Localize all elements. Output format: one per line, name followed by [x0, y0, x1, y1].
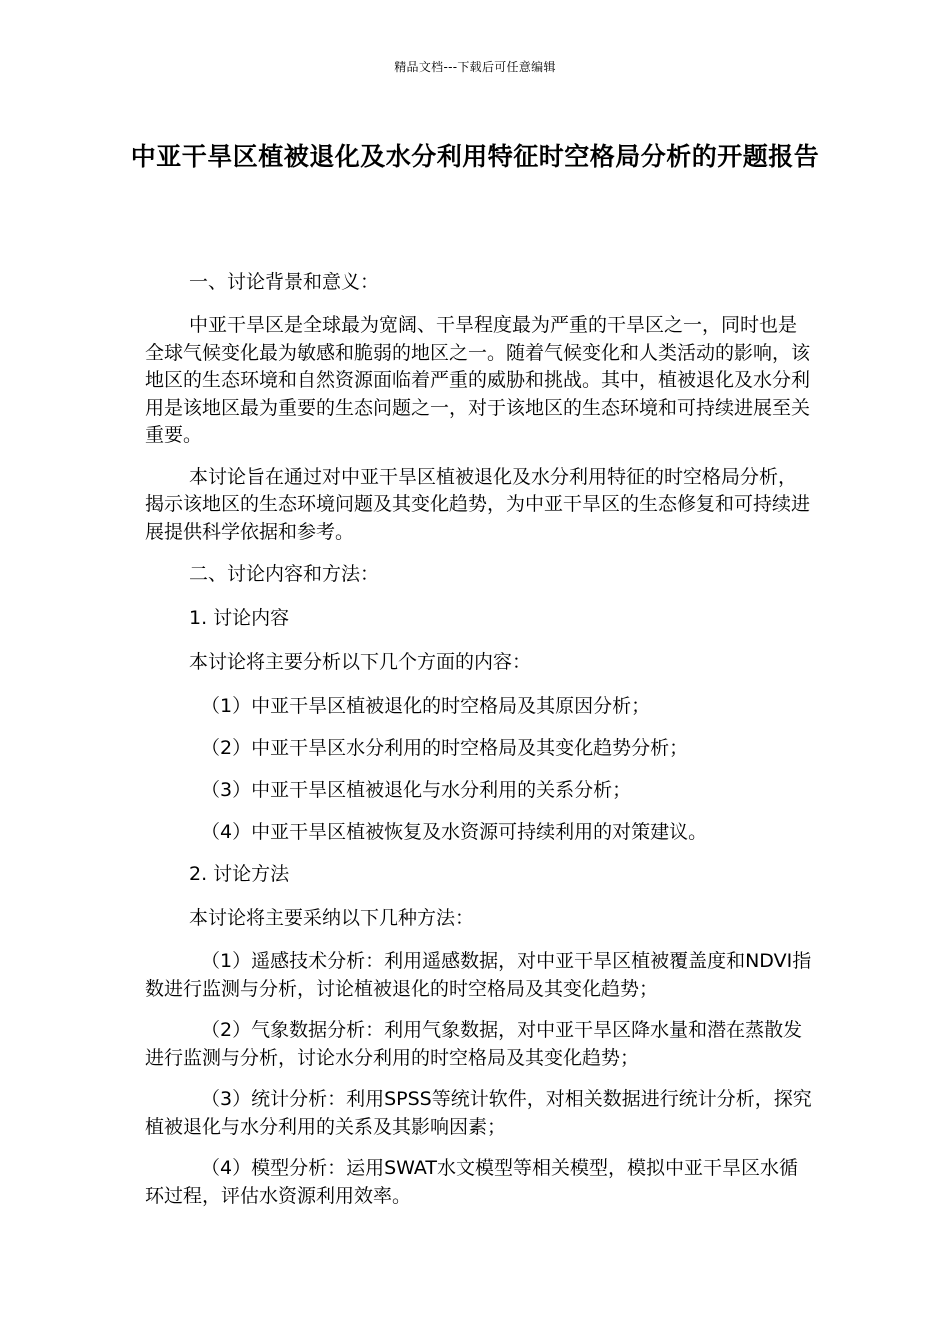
document-body [145, 268, 815, 1224]
page-header-note: 精品文档---下载后可任意编辑 [394, 60, 556, 74]
method-list-item: （3）统计分析：利用SPSS等统计软件，对相关数据进行统计分析，探究植被退化与水分利用的关系及其影响因素； [145, 1088, 812, 1138]
content-list-item: （2）中亚干旱区水分利用的时空格局及其变化趋势分析； [201, 737, 689, 759]
subheading-methods: 2. 讨论方法 [189, 863, 290, 885]
background-paragraph-2: 本讨论旨在通过对中亚干旱区植被退化及水分利用特征的时空格局分析，揭示该地区的生态环境问题及其变化趋势，为中亚干旱区的生态修复和可持续进展提供科学依据和参考。 [145, 465, 811, 543]
content-list-item: （4）中亚干旱区植被恢复及水资源可持续利用的对策建议。 [201, 821, 708, 843]
subheading-content: 1. 讨论内容 [189, 607, 290, 629]
method-list-item: （4）模型分析：运用SWAT水文模型等相关模型，模拟中亚干旱区水循环过程，评估水资源利用效率。 [145, 1157, 799, 1207]
section-heading-background: 一、讨论背景和意义： [189, 271, 380, 293]
document-title: 中亚干旱区植被退化及水分利用特征时空格局分析的开题报告 [130, 142, 820, 171]
content-list-item: （1）中亚干旱区植被退化的时空格局及其原因分析； [201, 695, 651, 717]
content-intro: 本讨论将主要分析以下几个方面的内容： [189, 651, 532, 673]
background-paragraph-1: 中亚干旱区是全球最为宽阔、干旱程度最为严重的干旱区之一，同时也是全球气候变化最为敏感和脆弱的地区之一。随着气候变化和人类活动的影响，该地区的生态环境和自然资源面临着严重的威胁和挑战。其中，植被退化及水分利用是该地区最为重要的生态问题之一，对于该地区的生态环境和可持续进展至关重要。 [145, 314, 811, 446]
method-list-item: （1）遥感技术分析：利用遥感数据，对中亚干旱区植被覆盖度和NDVI指数进行监测与分析，讨论植被退化的时空格局及其变化趋势； [145, 950, 812, 1000]
content-list-item: （3）中亚干旱区植被退化与水分利用的关系分析； [201, 779, 632, 801]
method-list-item: （2）气象数据分析：利用气象数据，对中亚干旱区降水量和潜在蒸散发进行监测与分析，讨论水分利用的时空格局及其变化趋势； [145, 1019, 803, 1069]
methods-intro: 本讨论将主要采纳以下几种方法： [189, 907, 475, 929]
section-heading-content-methods: 二、讨论内容和方法： [189, 563, 380, 585]
